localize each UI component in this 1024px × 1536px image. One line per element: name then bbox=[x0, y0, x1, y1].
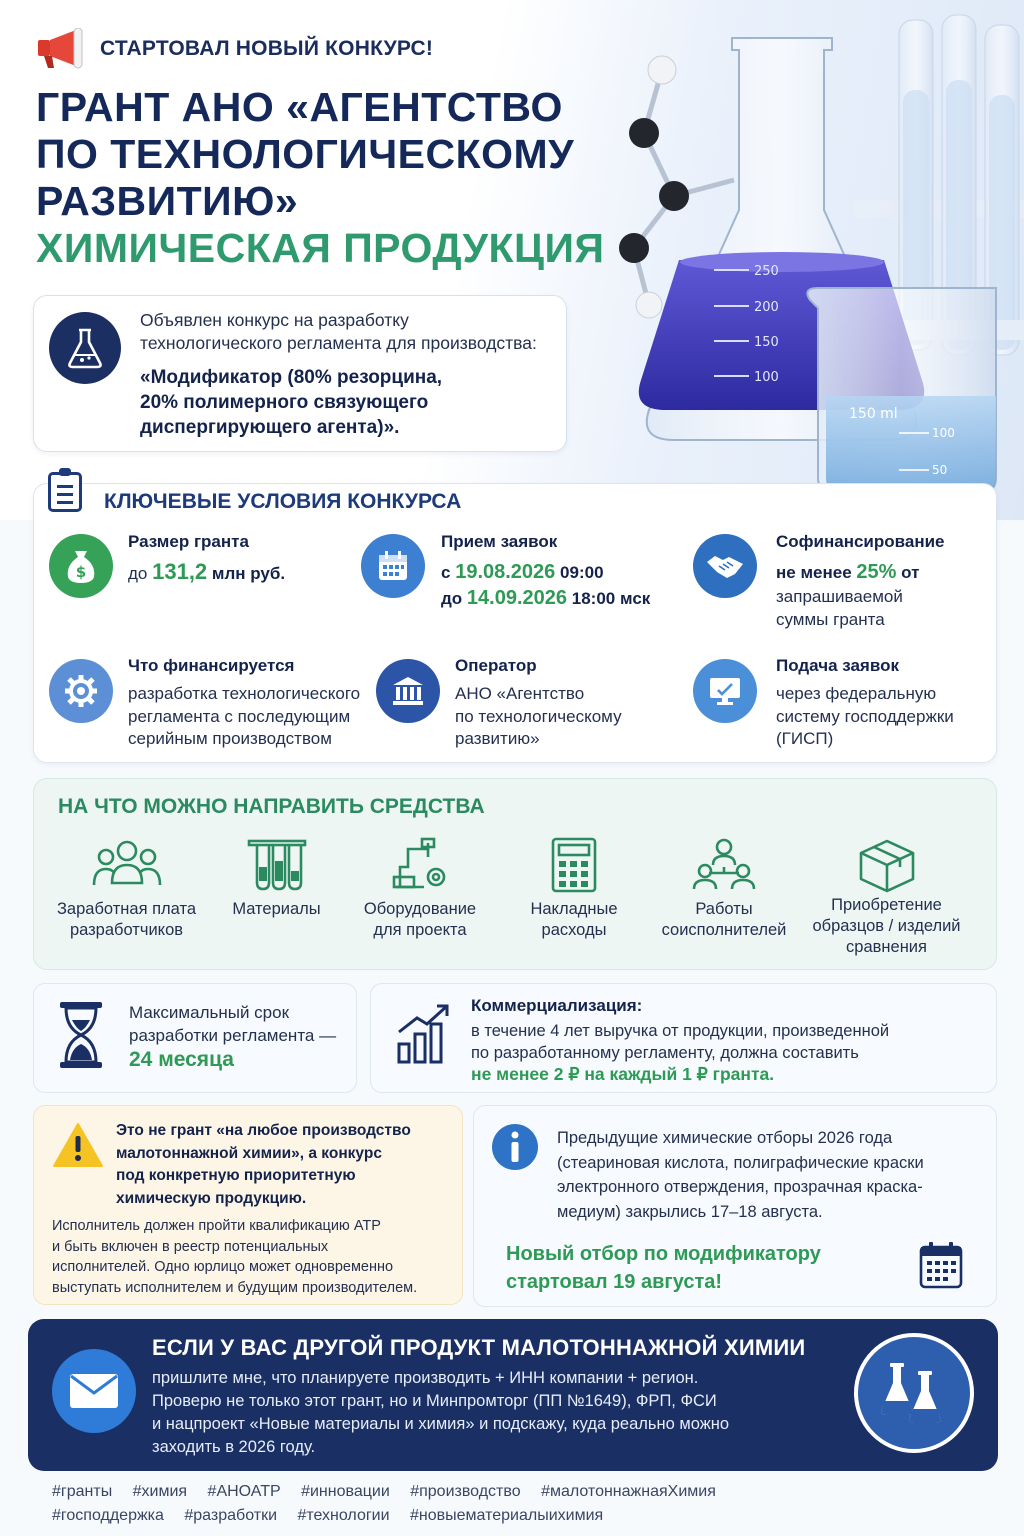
info-line: медиум) закрылись 17–18 августа. bbox=[557, 1202, 823, 1221]
dates-from-prefix: с bbox=[441, 563, 451, 582]
announce-line: СТАРТОВАЛ НОВЫЙ КОНКУРС! bbox=[100, 37, 434, 60]
test-tubes-icon bbox=[247, 837, 307, 895]
svg-text:$: $ bbox=[75, 563, 87, 581]
hashtag-link[interactable]: #разработки bbox=[184, 1507, 277, 1524]
grant-label: Размер гранта bbox=[128, 532, 249, 551]
hashtag-link[interactable]: #технологии bbox=[297, 1507, 390, 1524]
commercialization-text bbox=[471, 1020, 951, 1064]
money-bag-icon bbox=[49, 534, 113, 598]
product-line: 20% полимерного связующего bbox=[140, 392, 429, 413]
dates-to-time: 18:00 мск bbox=[571, 589, 651, 608]
gear-icon bbox=[49, 659, 113, 723]
grant-unit: млн руб. bbox=[211, 564, 286, 583]
cofin-desc bbox=[776, 586, 903, 631]
cta-line: Проверю не только этот грант, но и Минпромторг (ПП №1649), ФРП, ФСИ bbox=[152, 1392, 717, 1410]
info-text bbox=[557, 1126, 977, 1224]
info-icon bbox=[490, 1122, 540, 1172]
mail-badge bbox=[52, 1349, 136, 1433]
funded-desc bbox=[128, 683, 360, 751]
funded-line: серийным производством bbox=[128, 729, 332, 748]
title-line: ГРАНТ АНО «АГЕНТСТВО bbox=[36, 84, 563, 130]
product-line: «Модификатор (80% резорцина, bbox=[140, 367, 443, 388]
fund-line: Работы bbox=[695, 900, 753, 918]
dates-from bbox=[441, 561, 604, 585]
submission-line: систему господдержки bbox=[776, 706, 954, 726]
hashtags bbox=[52, 1480, 772, 1528]
warning-icon bbox=[52, 1122, 104, 1168]
flask-icon bbox=[65, 327, 105, 369]
cta-title: ЕСЛИ У ВАС ДРУГОЙ ПРОДУКТ МАЛОТОННАЖНОЙ ХИМИИ bbox=[152, 1335, 806, 1360]
fund-item-samples bbox=[804, 837, 969, 958]
product-name bbox=[140, 365, 560, 440]
fund-label bbox=[649, 899, 799, 941]
bank-building-icon bbox=[376, 659, 440, 723]
dates-to bbox=[441, 587, 650, 611]
announcement-line: технологического регламента для производства: bbox=[140, 333, 537, 353]
product-line: диспергирующего агента)». bbox=[140, 417, 400, 438]
fund-line: Оборудование bbox=[363, 900, 477, 918]
warning-bold-text bbox=[116, 1120, 451, 1210]
warning-detail-line: выступать исполнителем и будущим производителем. bbox=[52, 1279, 418, 1296]
envelope-icon bbox=[69, 1373, 119, 1409]
submission-desc bbox=[776, 683, 954, 751]
fund-label bbox=[44, 899, 209, 941]
commercialization-title: Коммерциализация: bbox=[471, 996, 643, 1015]
announcement-line: Объявлен конкурс на разработку bbox=[140, 310, 409, 330]
cofin-label: Софинансирование bbox=[776, 532, 945, 551]
warning-line: малотоннажной химии», а конкурс bbox=[116, 1144, 382, 1162]
warning-card bbox=[33, 1105, 463, 1305]
announcement-card bbox=[33, 295, 567, 452]
hashtag-link[interactable]: #новыематериалыихимия bbox=[410, 1507, 604, 1524]
fund-line: Накладные bbox=[530, 900, 618, 918]
funded-line: регламента с последующим bbox=[128, 706, 351, 726]
clipboard-icon bbox=[48, 472, 82, 512]
warning-line: Это не грант «на любое производство bbox=[116, 1122, 411, 1139]
dates-from-date: 19.08.2026 bbox=[455, 561, 556, 583]
fund-item-salary bbox=[44, 837, 209, 941]
flask-badge bbox=[49, 312, 121, 384]
warning-detail-line: и быть включен в реестр потенциальных bbox=[52, 1238, 329, 1255]
commercialization-line: в течение 4 лет выручка от продукции, произведенной bbox=[471, 1022, 890, 1040]
cofin-value bbox=[776, 561, 919, 585]
flask-mark: 250 bbox=[754, 264, 779, 279]
megaphone-icon bbox=[36, 28, 86, 70]
monitor-icon bbox=[693, 659, 757, 723]
grant-prefix: до bbox=[128, 564, 148, 583]
conditions-header bbox=[48, 470, 461, 514]
info-highlight-line: стартовал 19 августа! bbox=[506, 1271, 723, 1293]
funds-title: НА ЧТО МОЖНО НАПРАВИТЬ СРЕДСТВА bbox=[58, 795, 485, 818]
fund-line: образцов / изделий bbox=[812, 917, 961, 935]
hashtag-link[interactable]: #инновации bbox=[301, 1483, 390, 1500]
term-text bbox=[129, 1002, 369, 1047]
fund-line: Приобретение bbox=[831, 896, 942, 914]
funded-line: разработка технологического bbox=[128, 684, 361, 703]
hashtag-link[interactable]: #господдержка bbox=[52, 1507, 164, 1524]
calculator-icon bbox=[549, 837, 599, 895]
operator-line: по технологическому bbox=[455, 706, 622, 726]
cofin-line: суммы гранта bbox=[776, 609, 885, 629]
submission-label: Подача заявок bbox=[776, 656, 899, 675]
operator-desc bbox=[455, 683, 622, 751]
lab-glassware-illustration bbox=[554, 0, 1024, 510]
operator-label: Оператор bbox=[455, 656, 537, 675]
hashtag-link[interactable]: #АНОАТР bbox=[207, 1483, 281, 1500]
term-value: 24 месяца bbox=[129, 1048, 234, 1071]
hourglass-icon bbox=[56, 1000, 106, 1070]
people-icon bbox=[92, 837, 162, 895]
cofin-line: запрашиваемой bbox=[776, 587, 903, 606]
beaker-mark: 50 bbox=[932, 463, 948, 477]
calendar-icon bbox=[918, 1240, 964, 1290]
fund-line: Материалы bbox=[232, 900, 321, 918]
fund-item-materials bbox=[219, 837, 334, 920]
funded-label: Что финансируется bbox=[128, 656, 295, 675]
term-card bbox=[33, 983, 357, 1093]
operator-line: АНО «Агентство bbox=[455, 684, 585, 703]
hashtag-link[interactable]: #производство bbox=[410, 1483, 521, 1500]
warning-detail-line: Исполнитель должен пройти квалификацию АТР bbox=[52, 1218, 381, 1234]
fund-label bbox=[219, 899, 334, 920]
dates-to-prefix: до bbox=[441, 589, 463, 608]
announcement-banner bbox=[36, 28, 433, 70]
page-subtitle: ХИМИЧЕСКАЯ ПРОДУКЦИЯ bbox=[36, 225, 605, 271]
hashtag-link[interactable]: #химия bbox=[132, 1483, 188, 1500]
flask-mark: 100 bbox=[754, 370, 779, 385]
flask-mark: 150 bbox=[754, 335, 779, 350]
submission-line: (ГИСП) bbox=[776, 729, 834, 748]
term-line: Максимальный срок bbox=[129, 1003, 290, 1022]
dates-label: Прием заявок bbox=[441, 532, 558, 551]
hashtag-link[interactable]: #малотоннажнаяХимия bbox=[541, 1483, 716, 1500]
commercialization-card bbox=[370, 983, 997, 1093]
cta-banner bbox=[28, 1319, 998, 1471]
fund-line: расходы bbox=[541, 921, 607, 939]
cta-line: заходить в 2026 году. bbox=[152, 1438, 316, 1456]
fund-item-equipment bbox=[350, 837, 490, 941]
commercialization-highlight: не менее 2 ₽ на каждый 1 ₽ гранта. bbox=[471, 1064, 775, 1084]
info-highlight bbox=[506, 1240, 886, 1296]
cofin-suffix: от bbox=[901, 563, 920, 582]
cofin-percent: 25% bbox=[856, 561, 897, 583]
operator-line: развитию» bbox=[455, 729, 540, 748]
fund-line: соисполнителей bbox=[661, 921, 787, 939]
equipment-icon bbox=[388, 837, 452, 895]
term-line: разработки регламента — bbox=[129, 1025, 337, 1045]
fund-line: Заработная плата bbox=[56, 900, 197, 918]
beaker-mark: 100 bbox=[932, 426, 955, 440]
title-line: РАЗВИТИЮ» bbox=[36, 178, 299, 224]
cta-line: пришлите мне, что планируете производить + ИНН компании + регион. bbox=[152, 1369, 699, 1387]
dates-to-date: 14.09.2026 bbox=[466, 587, 568, 609]
flasks-icon bbox=[878, 1361, 950, 1427]
announcement-text bbox=[140, 309, 560, 355]
hashtag-link[interactable]: #гранты bbox=[52, 1483, 113, 1500]
flasks-badge bbox=[854, 1333, 974, 1453]
info-card bbox=[473, 1105, 997, 1307]
page-title bbox=[36, 84, 616, 225]
title-line: ПО ТЕХНОЛОГИЧЕСКОМУ bbox=[36, 131, 575, 177]
info-highlight-line: Новый отбор по модификатору bbox=[506, 1243, 821, 1265]
calendar-icon bbox=[361, 534, 425, 598]
info-line: (стеариновая кислота, полиграфические краски bbox=[557, 1153, 924, 1172]
dates-from-time: 09:00 bbox=[560, 563, 604, 582]
fund-line: сравнения bbox=[846, 938, 927, 956]
fund-line: для проекта bbox=[373, 921, 467, 939]
team-icon bbox=[691, 837, 757, 895]
warning-text bbox=[52, 1216, 457, 1298]
fund-label bbox=[804, 895, 969, 958]
warning-line: под конкретную приоритетную bbox=[116, 1167, 356, 1184]
grant-amount: 131,2 bbox=[152, 559, 208, 584]
flask-mark: 200 bbox=[754, 300, 779, 315]
fund-item-contractors bbox=[649, 837, 799, 941]
commercialization-line: по разработанному регламенту, должна составить bbox=[471, 1044, 859, 1062]
info-line: электронного отверждения, прозрачная краска- bbox=[557, 1178, 923, 1196]
fund-label bbox=[509, 899, 639, 941]
cofin-prefix: не менее bbox=[776, 563, 852, 582]
fund-line: разработчиков bbox=[69, 921, 184, 939]
warning-detail-line: исполнителей. Одно юрлицо может одновременно bbox=[52, 1259, 394, 1275]
handshake-icon bbox=[693, 534, 757, 598]
growth-chart-icon bbox=[395, 1000, 455, 1066]
fund-item-overhead bbox=[509, 837, 639, 941]
warning-line: химическую продукцию. bbox=[116, 1189, 307, 1207]
cta-text bbox=[152, 1367, 792, 1459]
beaker-label: 150 ml bbox=[849, 406, 898, 422]
info-line: Предыдущие химические отборы 2026 года bbox=[557, 1129, 893, 1147]
cta-line: и нацпроект «Новые материалы и химия» и подскажу, куда реально можно bbox=[152, 1415, 730, 1433]
grant-value bbox=[128, 561, 285, 586]
funds-section bbox=[33, 778, 997, 970]
box-icon bbox=[857, 837, 917, 895]
conditions-title: КЛЮЧЕВЫЕ УСЛОВИЯ КОНКУРСА bbox=[104, 490, 462, 513]
fund-label bbox=[350, 899, 490, 941]
submission-line: через федеральную bbox=[776, 684, 937, 703]
